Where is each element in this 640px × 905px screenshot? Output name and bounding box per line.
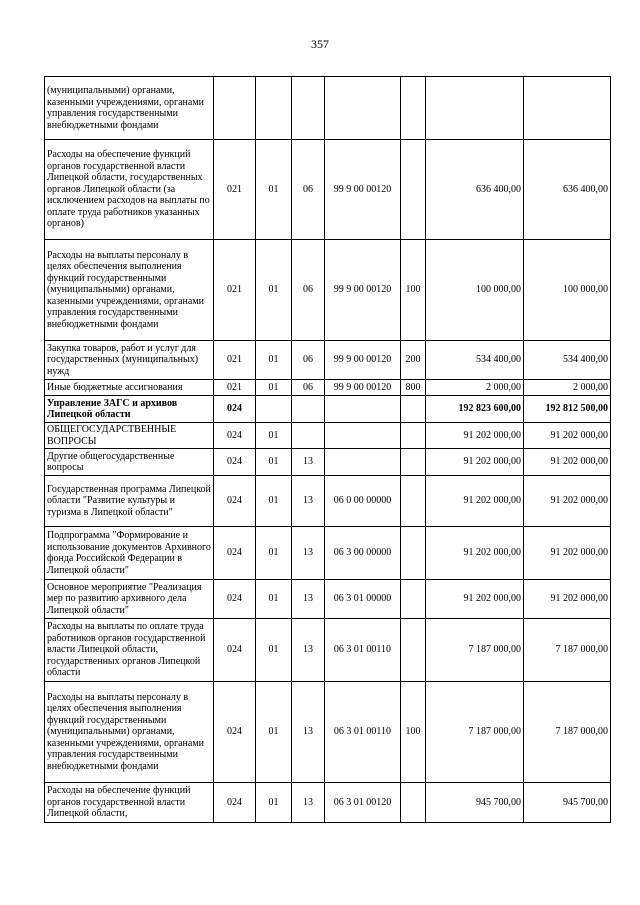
- table-row: [45, 580, 611, 619]
- amount-year1-cell: 7 187 000,00: [426, 619, 524, 682]
- amount-year2-cell: 534 400,00: [524, 341, 611, 380]
- amount-year2-cell: 7 187 000,00: [524, 682, 611, 783]
- ministry-code-cell: [214, 77, 256, 140]
- subsection-code-cell: 13: [292, 619, 325, 682]
- target-article-cell: 06 3 01 00110: [325, 619, 401, 682]
- amount-year2-cell: 2 000,00: [524, 380, 611, 396]
- expense-type-cell: 200: [401, 341, 426, 380]
- section-code-cell: 01: [256, 783, 292, 823]
- amount-year1-cell: 100 000,00: [426, 240, 524, 341]
- table-row: [45, 396, 611, 423]
- subsection-code-cell: 13: [292, 783, 325, 823]
- section-code-cell: 01: [256, 449, 292, 476]
- expense-type-cell: [401, 580, 426, 619]
- target-article-cell: 99 9 00 00120: [325, 140, 401, 240]
- table-row: [45, 527, 611, 580]
- row-name-cell: Другие общегосударственные вопросы: [45, 449, 214, 476]
- amount-year1-cell: 534 400,00: [426, 341, 524, 380]
- amount-year1-cell: 2 000,00: [426, 380, 524, 396]
- target-article-cell: [325, 449, 401, 476]
- table-row: [45, 619, 611, 682]
- target-article-cell: 06 3 01 00120: [325, 783, 401, 823]
- subsection-code-cell: [292, 396, 325, 423]
- page-number: 357: [311, 37, 329, 51]
- ministry-code-cell: 024: [214, 619, 256, 682]
- amount-year2-cell: 91 202 000,00: [524, 580, 611, 619]
- ministry-code-cell: 021: [214, 140, 256, 240]
- ministry-code-cell: 024: [214, 580, 256, 619]
- section-code-cell: [256, 77, 292, 140]
- ministry-code-cell: 024: [214, 423, 256, 449]
- expense-type-cell: 100: [401, 682, 426, 783]
- subsection-code-cell: 06: [292, 140, 325, 240]
- ministry-code-cell: 024: [214, 396, 256, 423]
- subsection-code-cell: [292, 423, 325, 449]
- subsection-code-cell: 06: [292, 240, 325, 341]
- table-row: [45, 140, 611, 240]
- table-row: [45, 341, 611, 380]
- section-code-cell: 01: [256, 380, 292, 396]
- section-code-cell: 01: [256, 580, 292, 619]
- ministry-code-cell: 021: [214, 240, 256, 341]
- amount-year1-cell: 7 187 000,00: [426, 682, 524, 783]
- ministry-code-cell: 024: [214, 527, 256, 580]
- section-code-cell: 01: [256, 527, 292, 580]
- table-row: [45, 449, 611, 476]
- row-name-cell: Расходы на обеспечение функций органов государственной власти Липецкой области,: [45, 783, 214, 823]
- section-code-cell: 01: [256, 341, 292, 380]
- row-name-cell: Подпрограмма "Формирование и использование документов Архивного фонда Российской Федерации в Липецкой области": [45, 527, 214, 580]
- amount-year1-cell: [426, 77, 524, 140]
- row-name-cell: Расходы на обеспечение функций органов государственной власти Липецкой области, государственных органов Липецкой области (за исключением расходов на выплаты по оплате труда работников указанных органов): [45, 140, 214, 240]
- amount-year2-cell: 91 202 000,00: [524, 423, 611, 449]
- expense-type-cell: [401, 449, 426, 476]
- target-article-cell: 06 3 01 00000: [325, 580, 401, 619]
- row-name-cell: Иные бюджетные ассигнования: [45, 380, 214, 396]
- table-body: [45, 77, 611, 823]
- ministry-code-cell: 024: [214, 682, 256, 783]
- expense-type-cell: [401, 423, 426, 449]
- target-article-cell: 99 9 00 00120: [325, 341, 401, 380]
- amount-year1-cell: 192 823 600,00: [426, 396, 524, 423]
- amount-year1-cell: 91 202 000,00: [426, 476, 524, 527]
- target-article-cell: 06 3 01 00110: [325, 682, 401, 783]
- subsection-code-cell: 06: [292, 341, 325, 380]
- target-article-cell: [325, 396, 401, 423]
- target-article-cell: 06 3 00 00000: [325, 527, 401, 580]
- row-name-cell: Расходы на выплаты по оплате труда работников органов государственной власти Липецкой области, государственных органов Липецкой области: [45, 619, 214, 682]
- amount-year1-cell: 91 202 000,00: [426, 449, 524, 476]
- row-name-cell: Управление ЗАГС и архивов Липецкой области: [45, 396, 214, 423]
- amount-year2-cell: 192 812 500,00: [524, 396, 611, 423]
- target-article-cell: 06 0 00 00000: [325, 476, 401, 527]
- amount-year1-cell: 91 202 000,00: [426, 580, 524, 619]
- subsection-code-cell: 13: [292, 527, 325, 580]
- expense-type-cell: [401, 783, 426, 823]
- section-code-cell: 01: [256, 140, 292, 240]
- expense-type-cell: 800: [401, 380, 426, 396]
- row-name-cell: Основное мероприятие "Реализация мер по развитию архивного дела Липецкой области": [45, 580, 214, 619]
- expense-type-cell: [401, 77, 426, 140]
- amount-year2-cell: 100 000,00: [524, 240, 611, 341]
- budget-table: [44, 76, 611, 823]
- expense-type-cell: [401, 619, 426, 682]
- section-code-cell: 01: [256, 619, 292, 682]
- amount-year2-cell: [524, 77, 611, 140]
- target-article-cell: [325, 77, 401, 140]
- table-row: [45, 240, 611, 341]
- row-name-cell: (муниципальными) органами, казенными учреждениями, органами управления государственными внебюджетными фондами: [45, 77, 214, 140]
- ministry-code-cell: 021: [214, 380, 256, 396]
- section-code-cell: 01: [256, 240, 292, 341]
- section-code-cell: [256, 396, 292, 423]
- section-code-cell: 01: [256, 476, 292, 527]
- subsection-code-cell: [292, 77, 325, 140]
- row-name-cell: ОБЩЕГОСУДАРСТВЕННЫЕ ВОПРОСЫ: [45, 423, 214, 449]
- amount-year2-cell: 91 202 000,00: [524, 476, 611, 527]
- amount-year1-cell: 945 700,00: [426, 783, 524, 823]
- table-row: [45, 682, 611, 783]
- section-code-cell: 01: [256, 682, 292, 783]
- ministry-code-cell: 021: [214, 341, 256, 380]
- ministry-code-cell: 024: [214, 783, 256, 823]
- subsection-code-cell: 13: [292, 580, 325, 619]
- amount-year2-cell: 7 187 000,00: [524, 619, 611, 682]
- expense-type-cell: [401, 396, 426, 423]
- table-row: [45, 380, 611, 396]
- expense-type-cell: [401, 527, 426, 580]
- row-name-cell: Государственная программа Липецкой области "Развитие культуры и туризма в Липецкой области": [45, 476, 214, 527]
- table-row: [45, 476, 611, 527]
- expense-type-cell: [401, 140, 426, 240]
- amount-year2-cell: 945 700,00: [524, 783, 611, 823]
- amount-year2-cell: 636 400,00: [524, 140, 611, 240]
- row-name-cell: Расходы на выплаты персоналу в целях обеспечения выполнения функций государственными (муниципальными) органами, казенными учреждениями, органами управления государственными внебюджетными фондами: [45, 240, 214, 341]
- row-name-cell: Закупка товаров, работ и услуг для государственных (муниципальных) нужд: [45, 341, 214, 380]
- subsection-code-cell: 13: [292, 449, 325, 476]
- subsection-code-cell: 06: [292, 380, 325, 396]
- amount-year1-cell: 91 202 000,00: [426, 423, 524, 449]
- target-article-cell: 99 9 00 00120: [325, 240, 401, 341]
- row-name-cell: Расходы на выплаты персоналу в целях обеспечения выполнения функций государственными (муниципальными) органами, казенными учреждениями, органами управления государственными внебюджетными фондами: [45, 682, 214, 783]
- amount-year2-cell: 91 202 000,00: [524, 527, 611, 580]
- subsection-code-cell: 13: [292, 476, 325, 527]
- section-code-cell: 01: [256, 423, 292, 449]
- table-row: [45, 423, 611, 449]
- amount-year1-cell: 91 202 000,00: [426, 527, 524, 580]
- ministry-code-cell: 024: [214, 476, 256, 527]
- amount-year1-cell: 636 400,00: [426, 140, 524, 240]
- table-row: [45, 783, 611, 823]
- table-row: [45, 77, 611, 140]
- target-article-cell: [325, 423, 401, 449]
- amount-year2-cell: 91 202 000,00: [524, 449, 611, 476]
- target-article-cell: 99 9 00 00120: [325, 380, 401, 396]
- subsection-code-cell: 13: [292, 682, 325, 783]
- expense-type-cell: 100: [401, 240, 426, 341]
- ministry-code-cell: 024: [214, 449, 256, 476]
- expense-type-cell: [401, 476, 426, 527]
